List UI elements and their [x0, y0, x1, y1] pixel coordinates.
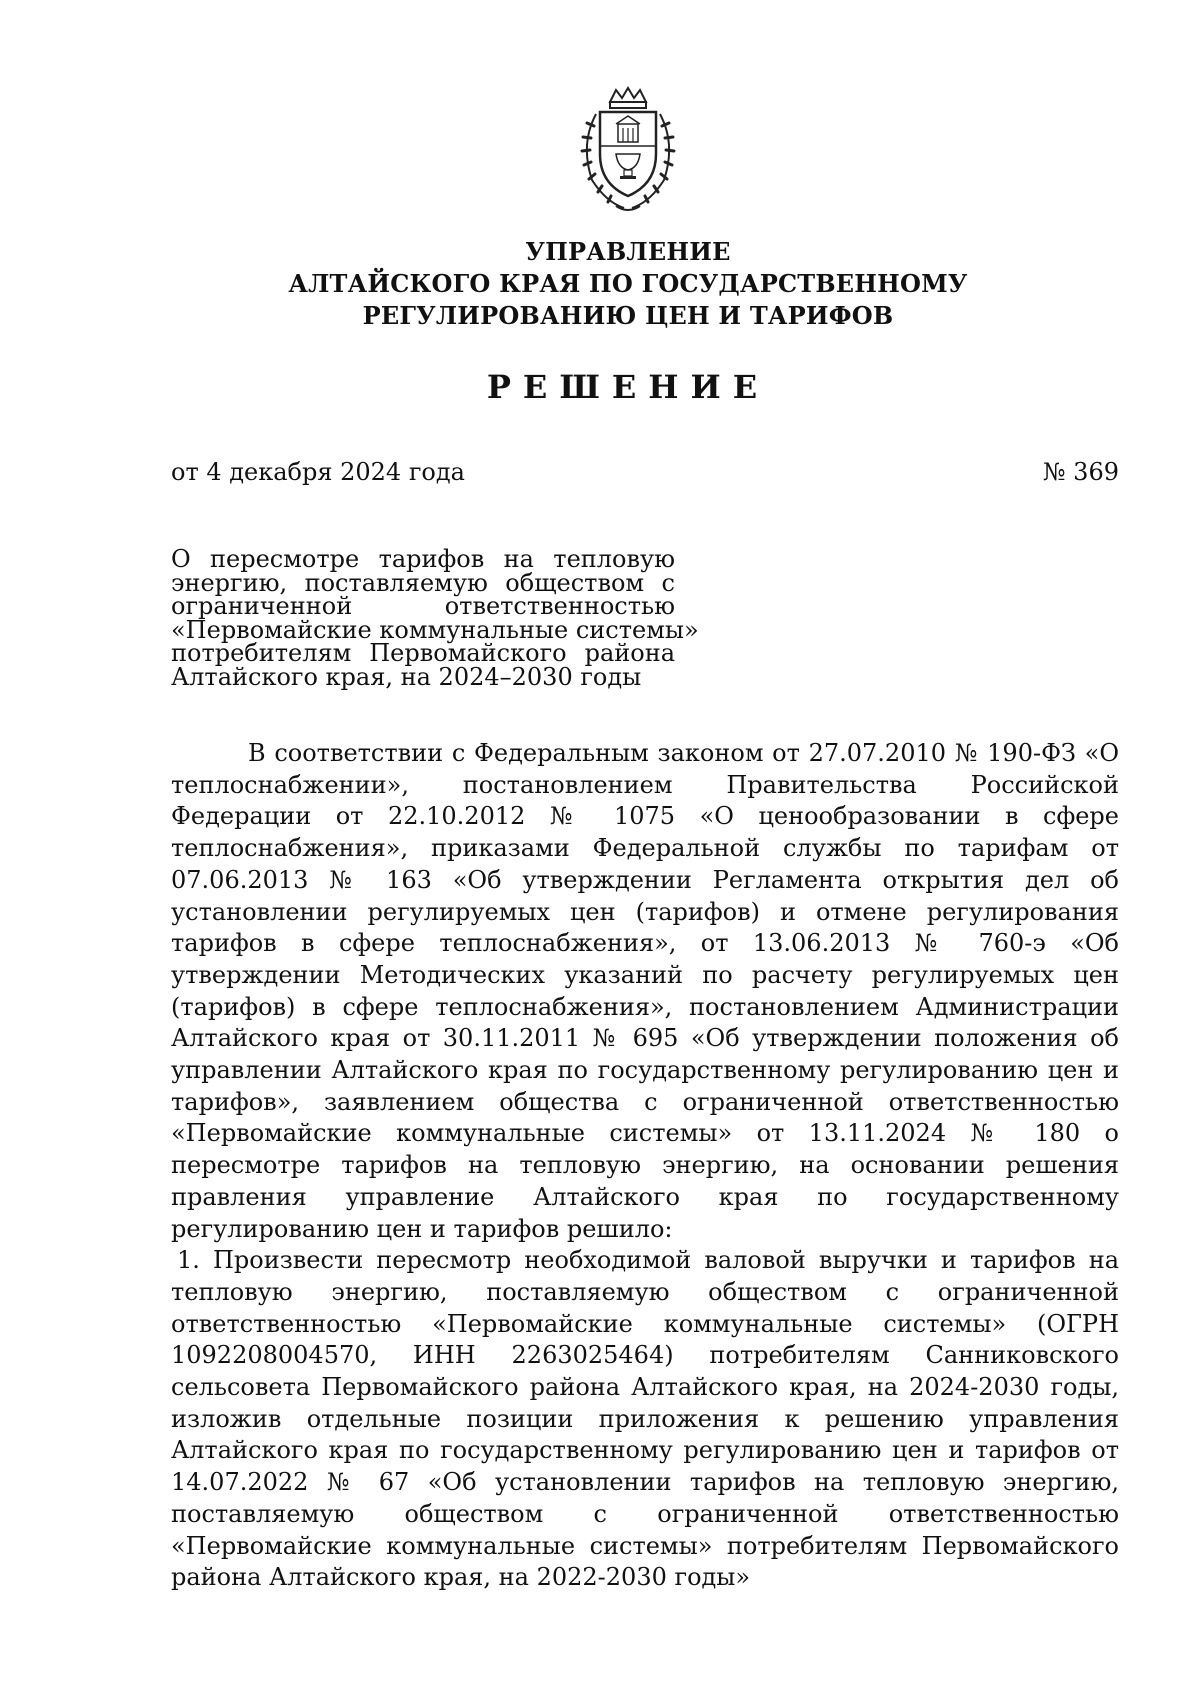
- document-subject: [171, 545, 699, 691]
- altai-krai-coat-of-arms-icon: [566, 84, 690, 216]
- agency-name: [0, 236, 1200, 332]
- subject-line: «Первомайские коммунальные системы»: [171, 615, 699, 644]
- subject-line: Алтайского края, на 2024–2030 годы: [171, 662, 642, 691]
- subject-line: энергию, поставляемую обществом с: [171, 568, 675, 597]
- agency-line-3: РЕГУЛИРОВАНИЮ ЦЕН И ТАРИФОВ: [362, 301, 894, 330]
- agency-line-1: УПРАВЛЕНИЕ: [525, 237, 731, 266]
- document-date: от 4 декабря 2024 года: [171, 458, 465, 486]
- document-body: [171, 738, 1119, 1594]
- document-type-title: РЕШЕНИЕ: [486, 368, 770, 406]
- subject-line: О пересмотре тарифов на тепловую: [171, 545, 675, 573]
- subject-line: ограниченной ответственностью: [171, 592, 675, 620]
- preamble-paragraph: В соответствии с Федеральным законом от 27.07.2010 № 190-ФЗ «О теплоснабжении», постановлением Правительства Российской Федерации от 22.10.2012 № 1075 «О ценообразовании в сфере теплоснабжения», приказами Федеральной службы по тарифам от 07.06.2013 № 163 «Об утверждении Регламента открытия дел об установлении регулируемых цен (тарифов) и отмене регулирования тарифов в сфере теплоснабжения», от 13.06.2013 № 760-э «Об утверждении Методических указаний по расчету регулируемых цен (тарифов) в сфере теплоснабжения», постановлением Администрации Алтайского края от 30.11.2011 № 695 «Об утверждении положения об управлении Алтайского края по государственному регулированию цен и тарифов», заявлением общества с ограниченной ответственностью «Первомайские коммунальные системы» от 13.11.2024 № 180 о пересмотре тарифов на тепловую энергию, на основании решения правления управление Алтайского края по государственному регулированию цен и тарифов решило:: [171, 739, 1119, 1243]
- subject-line: потребителям Первомайского района: [171, 639, 675, 667]
- decision-item-1: 1. Произвести пересмотр необходимой валовой выручки и тарифов на тепловую энергию, поставляемую обществом с ограниченной ответственностью «Первомайские коммунальные системы» (ОГРН 1092208004570, ИНН 2263025464) потребителям Санниковского сельсовета Первомайского района Алтайского края, на 2024-2030 годы, изложив отдельные позиции приложения к решению управления Алтайского края по государственному регулированию цен и тарифов от 14.07.2022 № 67 «Об установлении тарифов на тепловую энергию, поставляемую обществом с ограниченной ответственностью «Первомайские коммунальные системы» потребителям Первомайского района Алтайского края, на 2022-2030 годы»: [171, 1246, 1119, 1592]
- document-number: № 369: [1042, 458, 1119, 486]
- agency-line-2: АЛТАЙСКОГО КРАЯ ПО ГОСУДАРСТВЕННОМУ: [288, 269, 968, 298]
- date-number-row: [171, 456, 1119, 488]
